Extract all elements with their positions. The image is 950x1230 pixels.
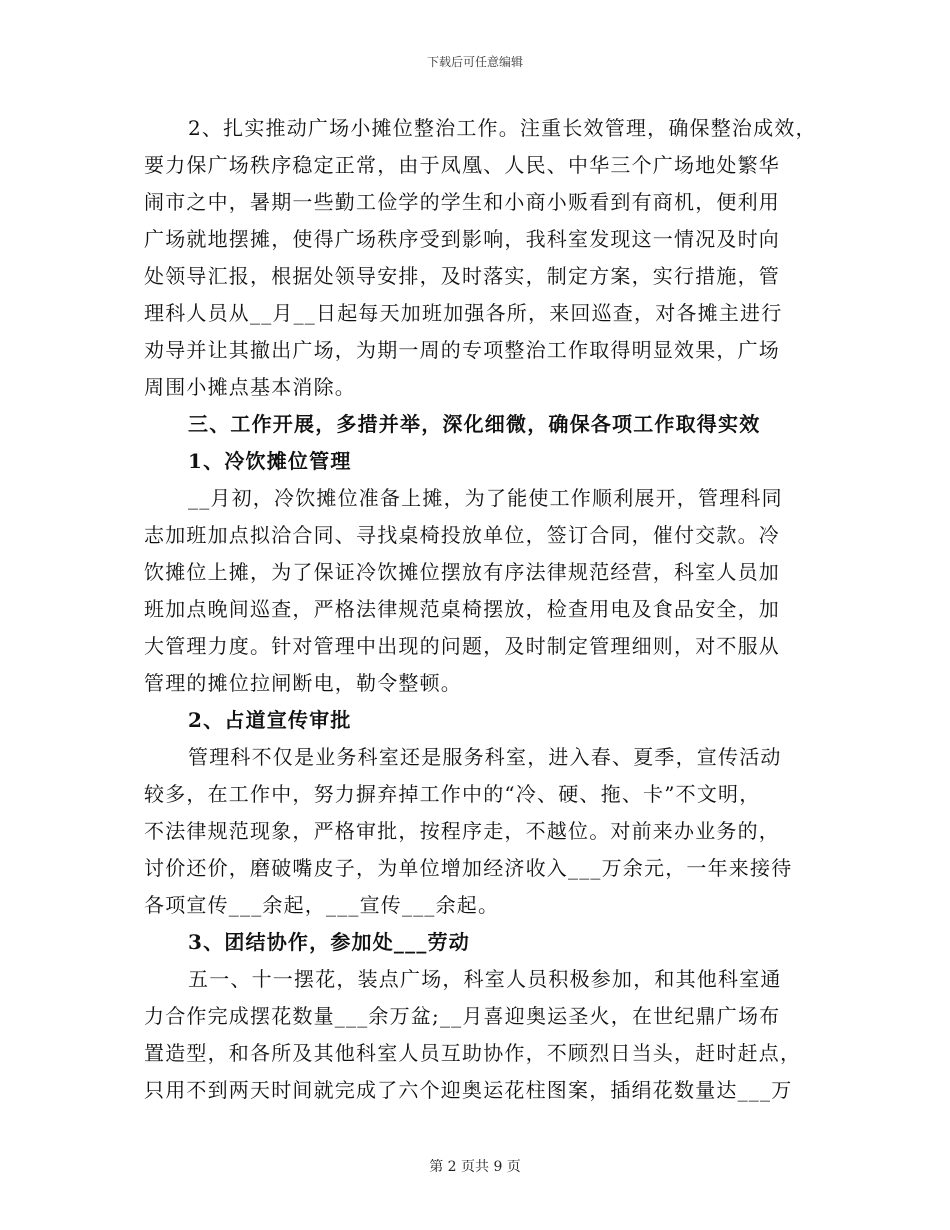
body-text-line: 周围小摊点基本消除。 — [144, 375, 356, 399]
body-text-line: 各项宣传___余起，___宣传___余起。 — [144, 893, 500, 917]
body-text-line: 饮摊位上摊，为了保证冷饮摊位摆放有序法律规范经营，科室人员加 — [144, 560, 780, 584]
body-text-line: 2、扎实推动广场小摊位整治工作。注重长效管理，确保整治成效， — [188, 116, 817, 140]
section-heading-line: 1、冷饮摊位管理 — [188, 449, 352, 473]
section-heading-line: 2、占道宣传审批 — [188, 708, 352, 732]
body-text-line: 五一、十一摆花，装点广场，科室人员积极参加，和其他科室通 — [188, 967, 782, 991]
page-header: 下载后可任意编辑 — [426, 55, 523, 69]
body-text-line: 较多，在工作中，努力摒弃掉工作中的“冷、硬、拖、卡”不文明， — [144, 782, 761, 806]
body-text-line: 理科人员从__月__日起每天加班加强各所，来回巡查，对各摊主进行 — [144, 301, 783, 325]
body-text-line: 置造型，和各所及其他科室人员互助协作，不顾烈日当头，赶时赶点， — [144, 1041, 802, 1065]
document-body — [144, 110, 834, 1109]
body-text-line: 力合作完成摆花数量___余万盆;__月喜迎奥运圣火，在世纪鼎广场布 — [144, 1004, 781, 1028]
body-text-line: 只用不到两天时间就完成了六个迎奥运花柱图案，插绢花数量达___万 — [144, 1078, 793, 1102]
body-text-line: 志加班加点拟洽合同、寻找桌椅投放单位，签订合同，催付交款。冷 — [144, 523, 780, 547]
body-text-line: 处领导汇报，根据处领导安排，及时落实，制定方案，实行措施，管 — [144, 264, 780, 288]
body-text-line: 劝导并让其撤出广场，为期一周的专项整治工作取得明显效果，广场 — [144, 338, 780, 362]
section-heading-line: 三、工作开展，多措并举，深化细微，确保各项工作取得实效 — [188, 412, 761, 436]
body-text-line: 管理的摊位拉闸断电，勒令整顿。 — [144, 671, 462, 695]
body-text-line: 广场就地摆摊，使得广场秩序受到影响，我科室发现这一情况及时向 — [144, 227, 780, 251]
body-text-line: 管理科不仅是业务科室还是服务科室，进入春、夏季，宣传活动 — [188, 745, 782, 769]
body-text-line: 讨价还价，磨破嘴皮子，为单位增加经济收入___万余元，一年来接待 — [144, 856, 793, 880]
body-text-line: 闹市之中，暑期一些勤工俭学的学生和小商小贩看到有商机，便利用 — [144, 190, 780, 214]
body-text-line: 要力保广场秩序稳定正常，由于凤凰、人民、中华三个广场地处繁华 — [144, 153, 780, 177]
body-text-line: 不法律规范现象，严格审批，按程序走，不越位。对前来办业务的， — [144, 819, 780, 843]
section-heading-line: 3、团结协作，参加处___劳动 — [188, 930, 470, 954]
body-text-line: __月初，冷饮摊位准备上摊，为了能使工作顺利展开，管理科同 — [188, 486, 783, 510]
page-footer: 第 2 页共 9 页 — [429, 1159, 521, 1175]
body-text-line: 大管理力度。针对管理中出现的问题，及时制定管理细则，对不服从 — [144, 634, 780, 658]
body-text-line: 班加点晚间巡查，严格法律规范桌椅摆放，检查用电及食品安全，加 — [144, 597, 780, 621]
